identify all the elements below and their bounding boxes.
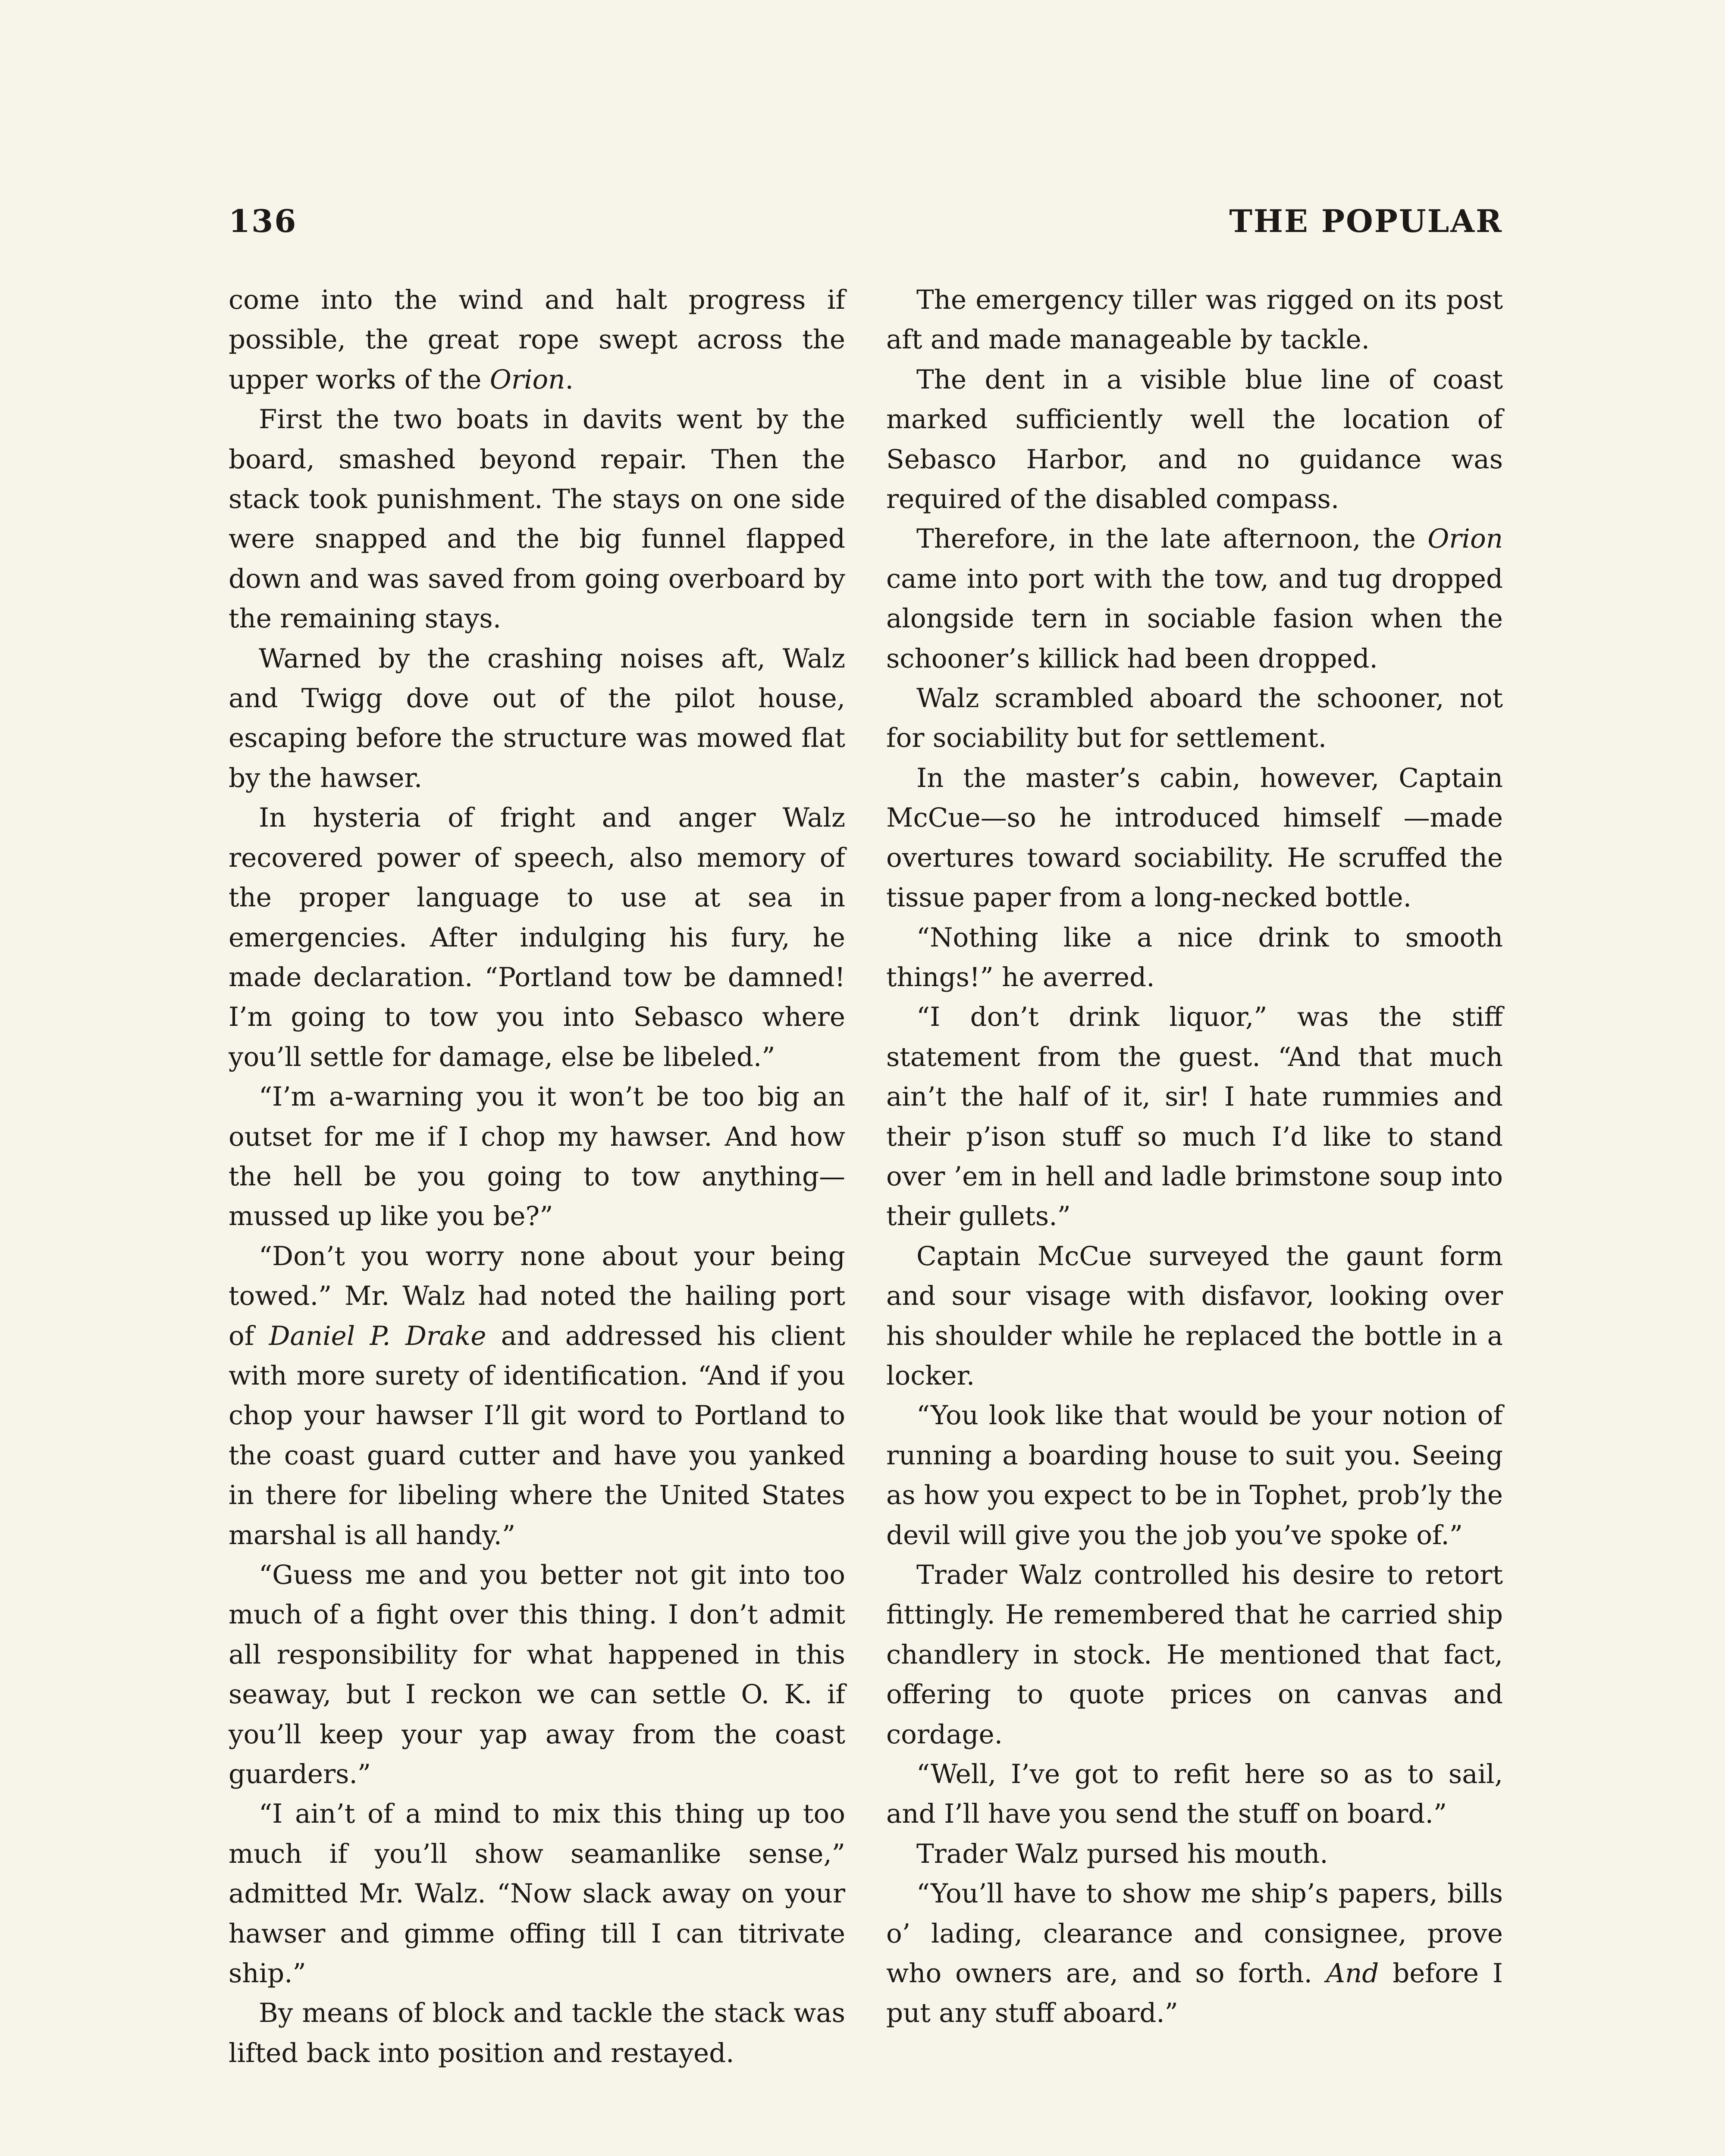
- paragraph: First the two boats in davits went by the board, smashed beyond repair. Then the stack took punishment. The stays on one side were snapped and the big funnel flapped down and was saved from going overboard by the remaining stays.: [229, 404, 845, 634]
- paragraph: “I don’t drink liquor,” was the stiff statement from the guest. “And that much ain’t the half of it, sir! I hate rummies and their p’ison stuff so much I’d like to stand over ’em in hell and ladle brimstone soup into their gullets.”: [886, 1002, 1503, 1232]
- paragraph: Trader Walz pursed his mouth.: [916, 1838, 1328, 1869]
- page-number: 136: [229, 203, 298, 239]
- paragraph: come into the wind and halt progress if possible, the great rope swept across the upper works of the Orion.: [229, 285, 845, 395]
- paragraph: “You’ll have to show me ship’s papers, bills o’ lading, clearance and consignee, prove who owners are, and so forth. And before I put any stuff aboard.”: [886, 1878, 1503, 2029]
- paragraph: In the master’s cabin, however, Captain McCue—so he introduced himself —made overtures toward sociability. He scruffed the tissue paper from a long-necked bottle.: [886, 762, 1503, 913]
- paragraph: Captain McCue surveyed the gaunt form and sour visage with disfavor, looking over his shoulder while he replaced the bottle in a locker.: [886, 1241, 1503, 1391]
- paragraph: By means of block and tackle the stack was lifted back into position and restayed.: [229, 1998, 845, 2068]
- paragraph: “I’m a-warning you it won’t be too big an outset for me if I chop my hawser. And how the hell be you going to tow anything—mussed up like you be?”: [229, 1081, 845, 1232]
- paragraph: “Nothing like a nice drink to smooth things!” he averred.: [886, 922, 1503, 993]
- text-column-left: [229, 280, 845, 2073]
- running-title: THE POPULAR: [1229, 203, 1503, 239]
- paragraph: “You look like that would be your notion of running a boarding house to suit you. Seeing as how you expect to be in Tophet, prob’ly the devil will give you the job you’ve spoke of.”: [886, 1400, 1503, 1551]
- paragraph: The emergency tiller was rigged on its post aft and made manageable by tackle.: [886, 285, 1503, 355]
- paragraph: “Don’t you worry none about your being towed.” Mr. Walz had noted the hailing port of Daniel P. Drake and addressed his client with more surety of identification. “And if you chop your hawser I’ll git word to Portland to the coast guard cutter and have you yanked in there for libeling where the United States marshal is all handy.”: [229, 1241, 845, 1551]
- paragraph: “Guess me and you better not git into too much of a fight over this thing. I don’t admit all responsibility for what happened in this seaway, but I reckon we can settle O. K. if you’ll keep your yap away from the coast guarders.”: [229, 1560, 845, 1790]
- paragraph: In hysteria of fright and anger Walz recovered power of speech, also memory of the proper language to use at sea in emergencies. After indulging his fury, he made declaration. “Portland tow be damned! I’m going to tow you into Sebasco where you’ll settle for damage, else be libeled.”: [229, 802, 845, 1072]
- paragraph: Therefore, in the late afternoon, the Orion came into port with the tow, and tug dropped alongside tern in sociable fasion when the schooner’s killick had been dropped.: [886, 523, 1503, 674]
- page-header: [229, 203, 1503, 239]
- paragraph: “Well, I’ve got to refit here so as to sail, and I’ll have you send the stuff on board.”: [886, 1759, 1503, 1830]
- paragraph: The dent in a visible blue line of coast marked sufficiently well the location of Sebasco Harbor, and no guidance was required of the disabled compass.: [886, 364, 1503, 515]
- text-column-right: [886, 280, 1503, 2034]
- paragraph: Walz scrambled aboard the schooner, not for sociability but for settlement.: [886, 683, 1503, 754]
- paragraph: Trader Walz controlled his desire to retort fittingly. He remembered that he carried ship chandlery in stock. He mentioned that fact, offering to quote prices on canvas and cordage.: [886, 1560, 1503, 1750]
- paragraph: “I ain’t of a mind to mix this thing up too much if you’ll show seamanlike sense,” admitted Mr. Walz. “Now slack away on your hawser and gimme offing till I can titrivate ship.”: [229, 1799, 845, 1989]
- paragraph: Warned by the crashing noises aft, Walz and Twigg dove out of the pilot house, escaping before the structure was mowed flat by the hawser.: [229, 643, 845, 793]
